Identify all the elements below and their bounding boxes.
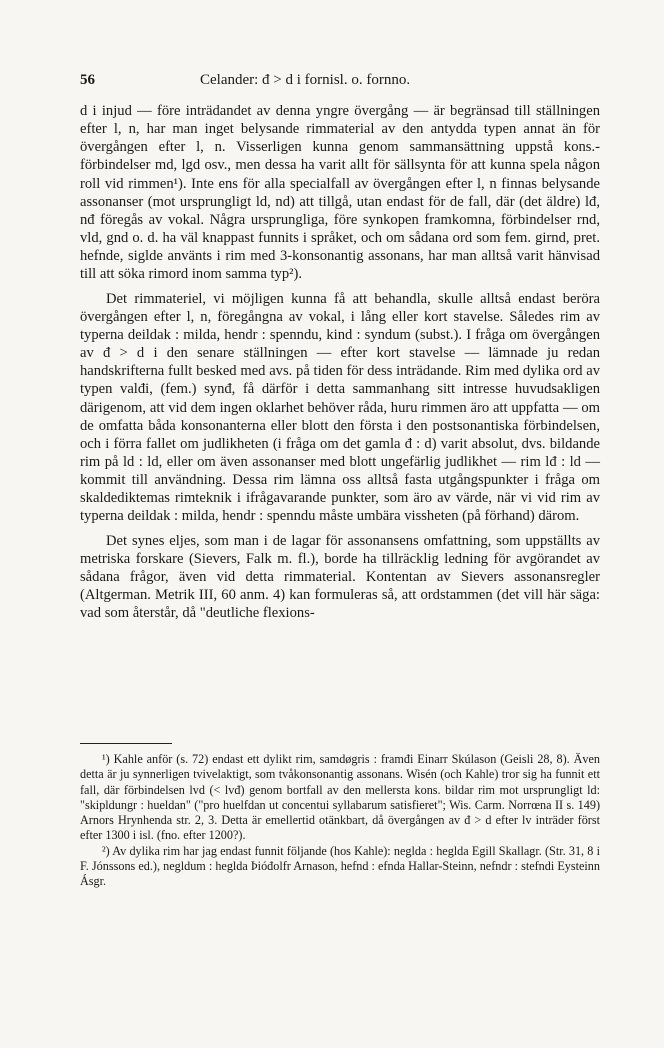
footnote-2: ²) Av dylika rim har jag endast funnit följande (hos Kahle): neglda : hegldа Egill Skallagr. (Str. 31, 8 i F. Jónssons ed.), negldum : heglda Þióđolfr Arnason, hefnd : efnda Hallar-Steinn, nefndr : stefndi Eysteinn Ásgr. (80, 843, 600, 889)
footnote-1: ¹) Kahle anför (s. 72) endast ett dylikt rim, samdøgris : framđi Einarr Skúlason (Geisli 28, 8). Även detta är ju synnerligen tvivelaktigt, som tvåkonsonantig assonans. Wisén (och Kahle) tror sig ha funnit ett fall, där förbindelsen lvd (< lvđ) genom bortfall av den mellersta kons. bildar rim mot ursprungligt ld: "skipldungr : hueldan" ("pro huelfdan ut concentui syllabarum satisfieret"; Wis. Carm. Norrœna II s. 149) Arnors Hrynhenda str. 2, 3. Detta är emellertid otänkbart, då övergången av đ > d efter lv inträder först efter 1300 i isl. (fno. efter 1200?). (80, 752, 600, 843)
paragraph-2: Det rimmateriel, vi möjligen kunna få att behandla, skulle alltså endast beröra övergången efter l, n, föregångna av vokal, i lång eller kort stavelse. Således rim av typerna deildak : milda, hendr : spenndu, kind : syndum (subst.). I fråga om övergången av đ > d i den senare ställningen — efter kort stavelse — lämnade ju redan handskrifterna fullt besked med avs. på tiden för dess inträdande. Rim med dylika ord av typen valđi, (fem.) synđ, få därför i detta sammanhang sitt intresse huvudsakligen därigenom, att vid dem ingen oklarhet behöver råda, huru rimmen äro att uppfatta — om de omfatta båda konsonanterna eller blott den första i den postsonantiska förbindelsen, och i förra fallet om judlikheten (i fråga om det gamla đ : d) varit absolut, dvs. bildande rim på ld : ld, eller om även assonanser med blott ungefärlig judlikhet — rim lđ : ld — kommit till användning. Dessa rim lämna oss alltså fasta utgångspunkter i fråga om skaldediktemas rimteknik i ifrågavarande punkter, som äro av värde, när vi vid rim av typerna deildak : milda, hendr : spenndu måste umbära vissheten (på förhand) därom. (80, 290, 600, 525)
footnotes (80, 752, 600, 890)
paragraph-3: Det synes eljes, som man i de lagar för assonansens omfattning, som uppställts av metriska forskare (Sievers, Falk m. fl.), borde ha tillräcklig ledning för avgörandet av sådana frågor, även vid detta rimmaterial. Kontentan av Sievers assonansregler (Altgerman. Metrik III, 60 anm. 4) kan formuleras så, att ordstammen (det vill här säga: vad som återstår, då "deutliche flexions- (80, 532, 600, 622)
footnote-rule (80, 743, 172, 744)
main-text (80, 102, 600, 628)
page-number: 56 (80, 72, 95, 88)
paragraph-1: d i injud — före inträdandet av denna yngre övergång — är begränsad till ställningen efter l, n, har man inget belysande rimmaterial av den antydda typen annat än för övergången efter l, n. Visserligen kunna genom sammansättning uppstå kons.-förbindelser md, lgd osv., men dessa ha varit allt för sällsynta för att kunna spela någon roll vid rimmen¹). Inte ens för alla specialfall av övergången efter l, n finnas belysande assonanser (mot ursprungligt ld, nd) att tillgå, utan endast för de fall, där (det äldre) lđ, nđ föregås av vokal. Några ursprungliga, före synkopen framkomna, förbindelser rnd, vld, gnd o. d. ha väl knappast funnits i språket, och om sådana ord som fem. girnd, pret. hefnde, siglde använts i rim med 3-konsonantig assonans, har man alltså varit hänvisad till att söka rimord inom samma typ²). (80, 103, 600, 283)
running-title: Celander: đ > d i fornisl. o. fornno. (200, 72, 411, 88)
